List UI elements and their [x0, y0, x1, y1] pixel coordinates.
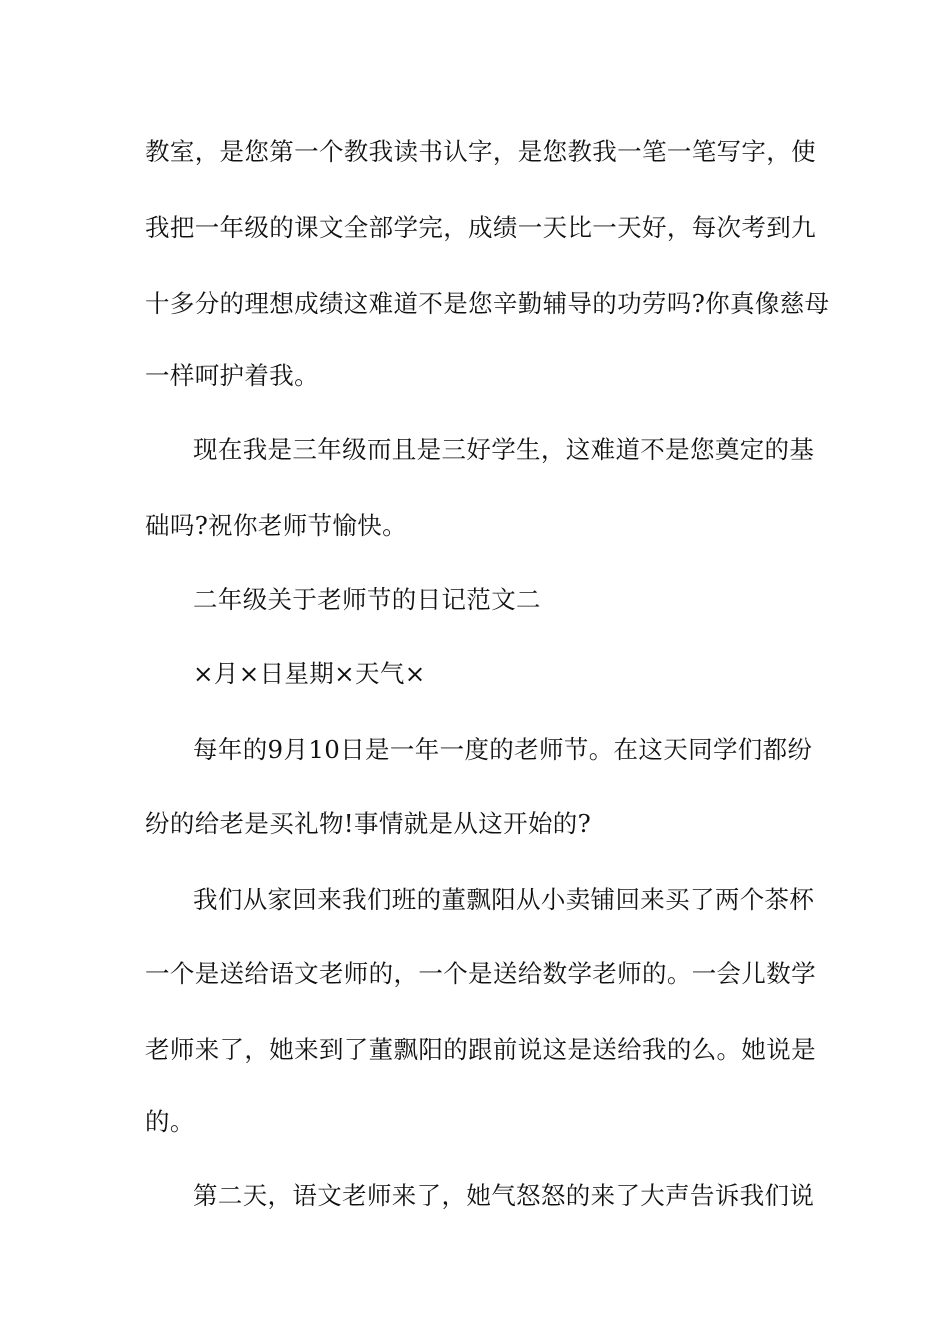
- text-line: 老师来了，她来到了董飘阳的跟前说这是送给我的么。她说是: [145, 1035, 816, 1064]
- paragraph-first-line: 现在我是三年级而且是三好学生，这难道不是您奠定的基: [193, 435, 815, 464]
- text-line: 一个是送给语文老师的，一个是送给数学老师的。一会儿数学: [145, 959, 816, 988]
- paragraph-first-line: 我们从家回来我们班的董飘阳从小卖铺回来买了两个茶杯: [193, 885, 815, 914]
- section-heading: 二年级关于老师节的日记范文二: [193, 585, 541, 614]
- text-line: 教室，是您第一个教我读书认字，是您教我一笔一笔写字，使: [145, 137, 816, 166]
- text-line: 我把一年级的课文全部学完，成绩一天比一天好，每次考到九: [145, 213, 816, 242]
- text-line: 十多分的理想成绩这难道不是您辛勤辅导的功劳吗?你真像慈母: [145, 289, 830, 318]
- text-line: 的。: [145, 1107, 195, 1136]
- text-line: 础吗?祝你老师节愉快。: [145, 511, 407, 540]
- paragraph-first-line: 第二天，语文老师来了，她气怒怒的来了大声告诉我们说: [193, 1181, 815, 1210]
- diary-date-line: ×月×日星期×天气×: [193, 659, 426, 688]
- text-line: 纷的给老是买礼物!事情就是从这开始的?: [145, 809, 592, 838]
- paragraph-first-line: 每年的9月10日是一年一度的老师节。在这天同学们都纷: [193, 735, 813, 764]
- text-line: 一样呵护着我。: [145, 361, 319, 390]
